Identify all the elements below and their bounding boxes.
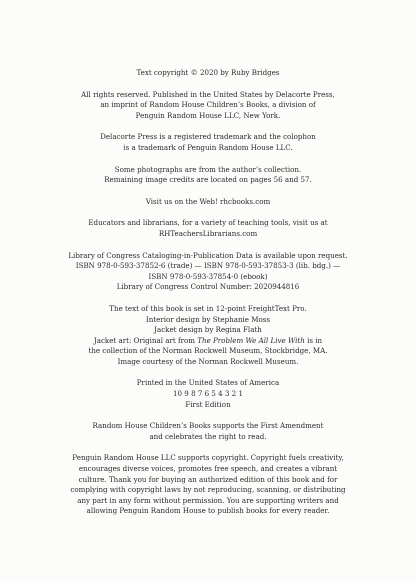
text-line: complying with copyright laws by not reproducing, scanning, or distributing [70,485,346,495]
text-line: Visit us on the Web! rhcbooks.com [145,196,271,206]
text-line: an imprint of Random House Children’s Books, a division of [100,100,316,110]
text-line: ISBN 978-0-593-37854-0 (ebook) [148,271,268,281]
text-line: Text copyright © 2020 by Ruby Bridges [136,68,280,77]
educators-notice [0,218,416,239]
text-line: The text of this book is set in 12-point FreightText Pro. [109,303,307,313]
photo-credits [0,165,416,186]
jacket-suffix: is in [304,335,323,345]
text-line: Random House Children’s Books supports the First Amendment [92,421,324,431]
jacket-art-line [0,336,416,347]
text-line: Educators and librarians, for a variety of teaching tools, visit us at [88,218,328,228]
text-line: Delacorte Press is a registered trademark and the colophon [100,132,316,142]
text-line: encourages diverse voices, promotes free speech, and creates a vibrant [78,464,338,474]
text-line: and celebrates the right to read. [149,431,267,441]
text-line: ISBN 978-0-593-37852-6 (trade) — ISBN 978-0-593-37853-3 (lib. bdg.) — [75,261,341,271]
text-line: allowing Penguin Random House to publish books for every reader. [86,506,330,516]
artwork-title: The Problem We All Live With [197,335,305,345]
rights-statement [0,90,416,122]
first-amendment-notice [0,421,416,442]
text-line: Penguin Random House LLC supports copyright. Copyright fuels creativity, [72,453,344,463]
text-line: is a trademark of Penguin Random House LLC. [123,142,293,152]
text-line: Some photographs are from the author’s collection. [114,164,302,174]
copyright-support-notice [0,453,416,517]
text-line: RHTeachersLibrarians.com [158,228,258,238]
text-line: Penguin Random House LLC, New York. [135,110,281,120]
text-line: All rights reserved. Published in the United States by Delacorte Press, [81,89,335,99]
web-notice [0,197,416,208]
cataloging-data [0,251,416,293]
text-line: Jacket design by Regina Flath [154,325,262,335]
text-line: Remaining image credits are located on pages 56 and 57. [104,175,312,185]
text-line: any part in any form without permission. You are supporting writers and [77,495,339,505]
text-line: Library of Congress Cataloging-in-Publication Data is available upon request. [68,250,348,260]
trademark-notice [0,132,416,153]
text-line: Library of Congress Control Number: 2020944816 [116,282,300,292]
printing-info [0,378,416,410]
text-line: Printed in the United States of America [136,378,280,388]
edition-line: First Edition [185,399,231,409]
text-line: culture. Thank you for buying an authorized edition of this book and for [78,474,338,484]
printing-number-line: 10 9 8 7 6 5 4 3 2 1 [173,389,243,399]
text-line: Image courtesy of the Norman Rockwell Museum. [117,356,299,366]
design-credits [0,304,416,368]
jacket-prefix: Jacket art: Original art from [93,335,198,345]
copyright-notice [0,68,416,79]
text-line: the collection of the Norman Rockwell Museum, Stockbridge, MA. [88,346,328,356]
text-line: Interior design by Stephanie Moss [145,314,271,324]
